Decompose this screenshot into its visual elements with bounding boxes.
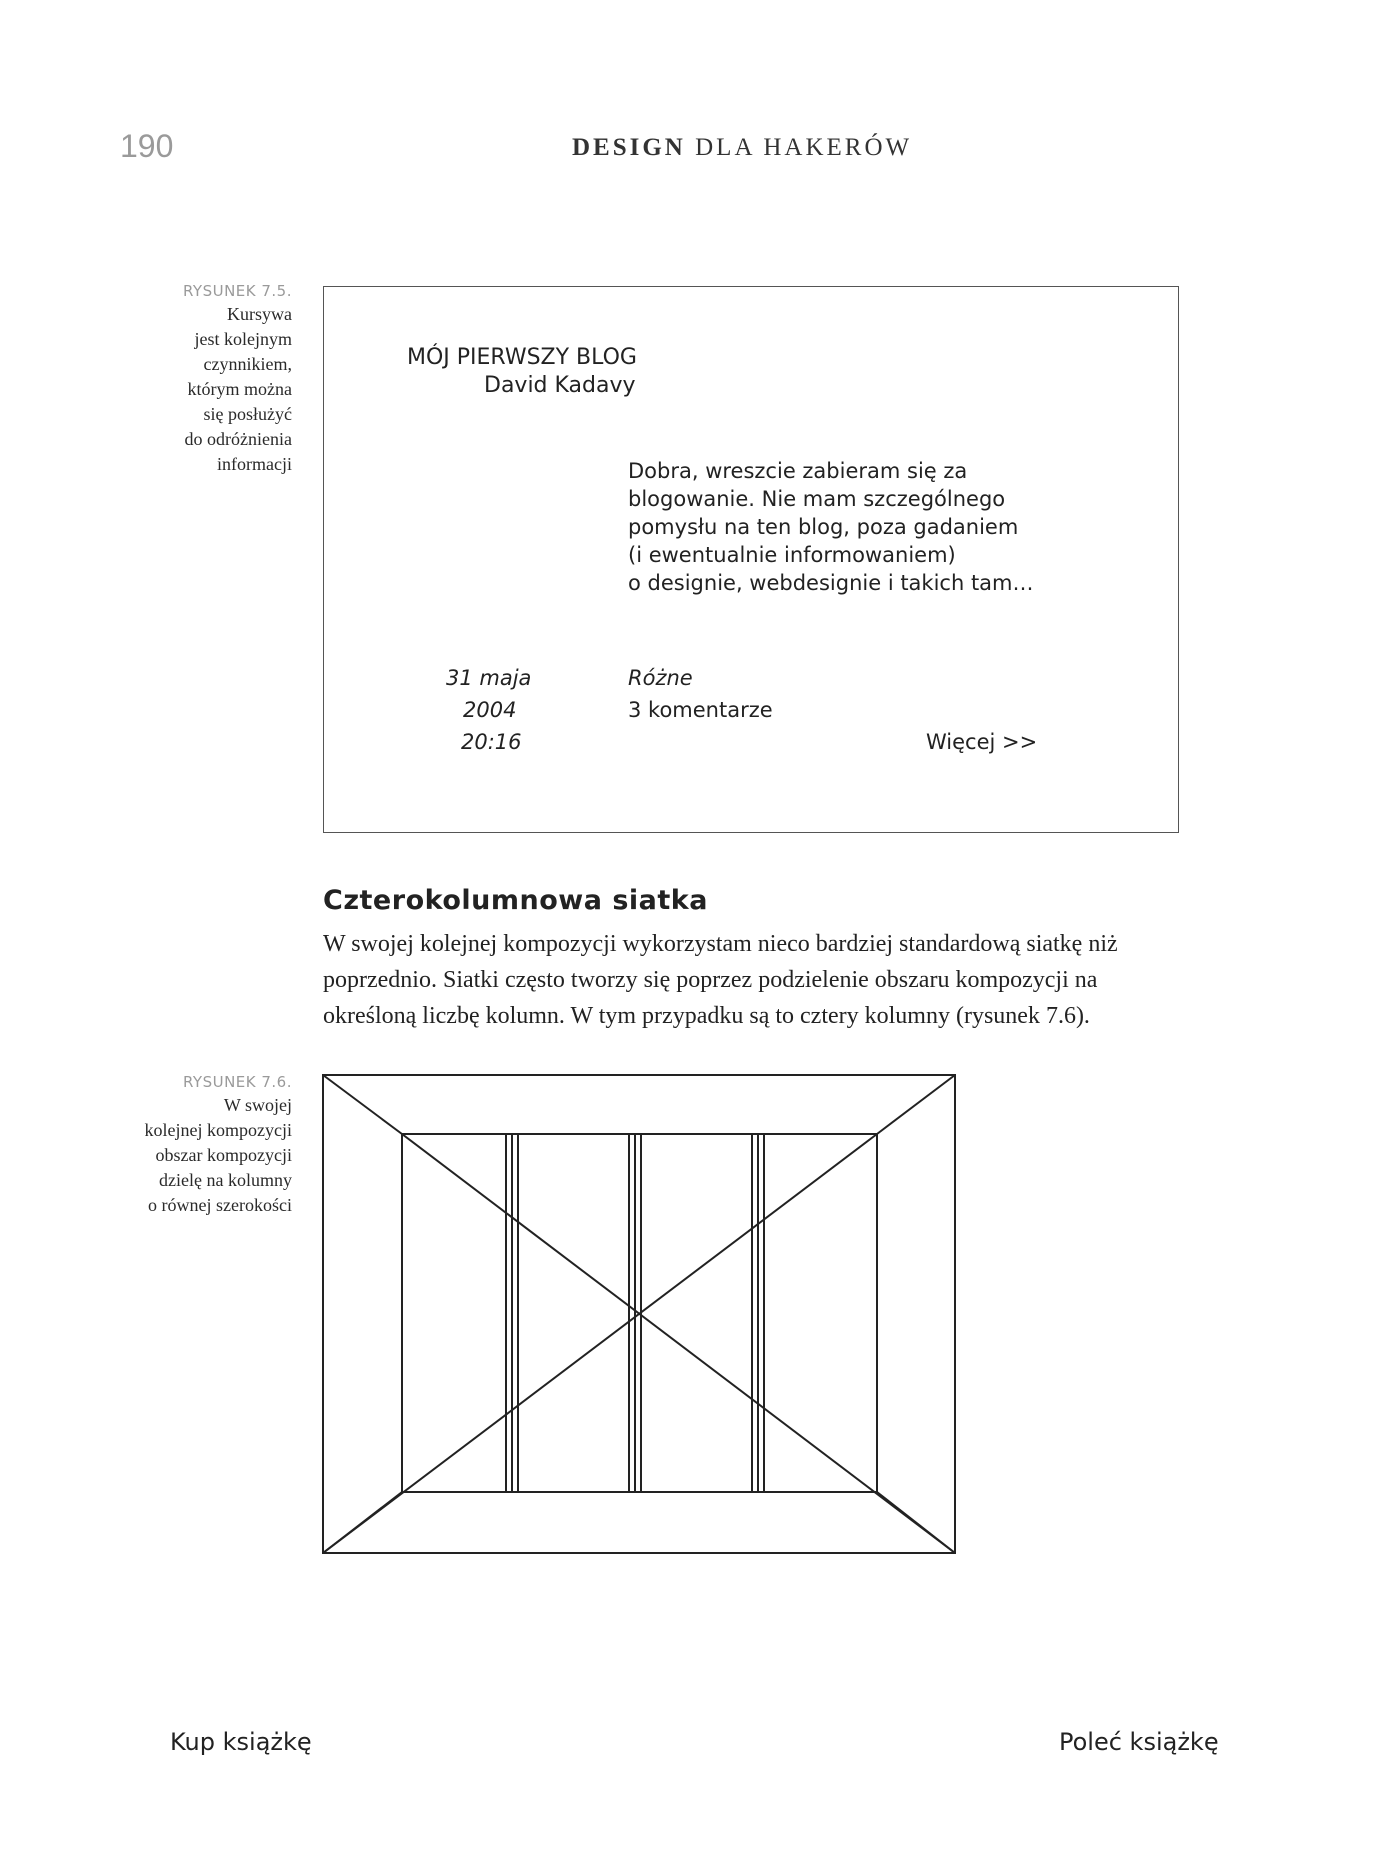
corner-diagonal	[323, 1075, 402, 1134]
running-head-rest: DLA HAKERÓW	[685, 134, 913, 161]
cross-diagonal	[323, 1134, 877, 1553]
cross-diagonal	[402, 1134, 955, 1553]
post-date: 31 maja	[446, 666, 532, 690]
figure-75-caption	[112, 280, 292, 477]
blog-body-line: blogowanie. Nie mam szczególnego	[628, 487, 1006, 511]
figure-75-label: RYSUNEK 7.5.	[182, 282, 292, 300]
body-line: W swojej kolejnej kompozycji wykorzystam nieco bardziej standardową siatkę niż	[323, 931, 1118, 957]
blog-author: David Kadavy	[484, 373, 636, 398]
blog-body-line: Dobra, wreszcie zabieram się za	[628, 459, 968, 483]
caption-line: kolejnej kompozycji	[144, 1120, 292, 1140]
caption-line: dzielę na kolumny	[159, 1170, 292, 1190]
figure-76-caption	[112, 1071, 292, 1218]
caption-line: którym można	[187, 379, 292, 399]
blog-body-line: (i ewentualnie informowaniem)	[628, 543, 956, 567]
caption-line: informacji	[217, 454, 292, 474]
running-head-bold: DESIGN	[572, 134, 686, 161]
post-time: 20:16	[461, 730, 522, 754]
body-line: określoną liczbę kolumn. W tym przypadku są to cztery kolumny (rysunek 7.6).	[323, 1003, 1090, 1029]
figure-75-blog-mockup	[323, 286, 1179, 833]
post-category: Różne	[628, 666, 693, 690]
body-line: poprzednio. Siatki często tworzy się poprzez podzielenie obszaru kompozycji na	[323, 967, 1098, 993]
post-year: 2004	[463, 698, 517, 722]
section-title: Czterokolumnowa siatka	[323, 885, 708, 916]
caption-line: obszar kompozycji	[155, 1145, 292, 1165]
figure-76-grid-diagram	[322, 1074, 958, 1556]
caption-line: się posłużyć	[203, 404, 292, 424]
caption-line: W swojej	[223, 1095, 292, 1115]
page-number: 190	[120, 128, 174, 164]
blog-body-line: o designie, webdesignie i takich tam…	[628, 571, 1034, 595]
figure-76-label: RYSUNEK 7.6.	[182, 1073, 292, 1091]
corner-diagonal	[877, 1075, 955, 1134]
caption-line: jest kolejnym	[194, 329, 292, 349]
caption-line: Kursywa	[227, 304, 292, 324]
recommend-book-link[interactable]: Poleć książkę	[1059, 1728, 1219, 1756]
more-link: Więcej >>	[926, 730, 1038, 754]
running-head	[572, 134, 912, 162]
caption-line: o równej szerokości	[148, 1195, 292, 1215]
blog-title: MÓJ PIERWSZY BLOG	[407, 345, 637, 370]
buy-book-link[interactable]: Kup książkę	[170, 1728, 312, 1756]
caption-line: do odróżnienia	[184, 429, 292, 449]
caption-line: czynnikiem,	[203, 354, 292, 374]
post-comments: 3 komentarze	[628, 698, 773, 722]
section-body	[323, 926, 1193, 1034]
blog-body-line: pomysłu na ten blog, poza gadaniem	[628, 515, 1019, 539]
blog-post-body	[628, 457, 1034, 597]
